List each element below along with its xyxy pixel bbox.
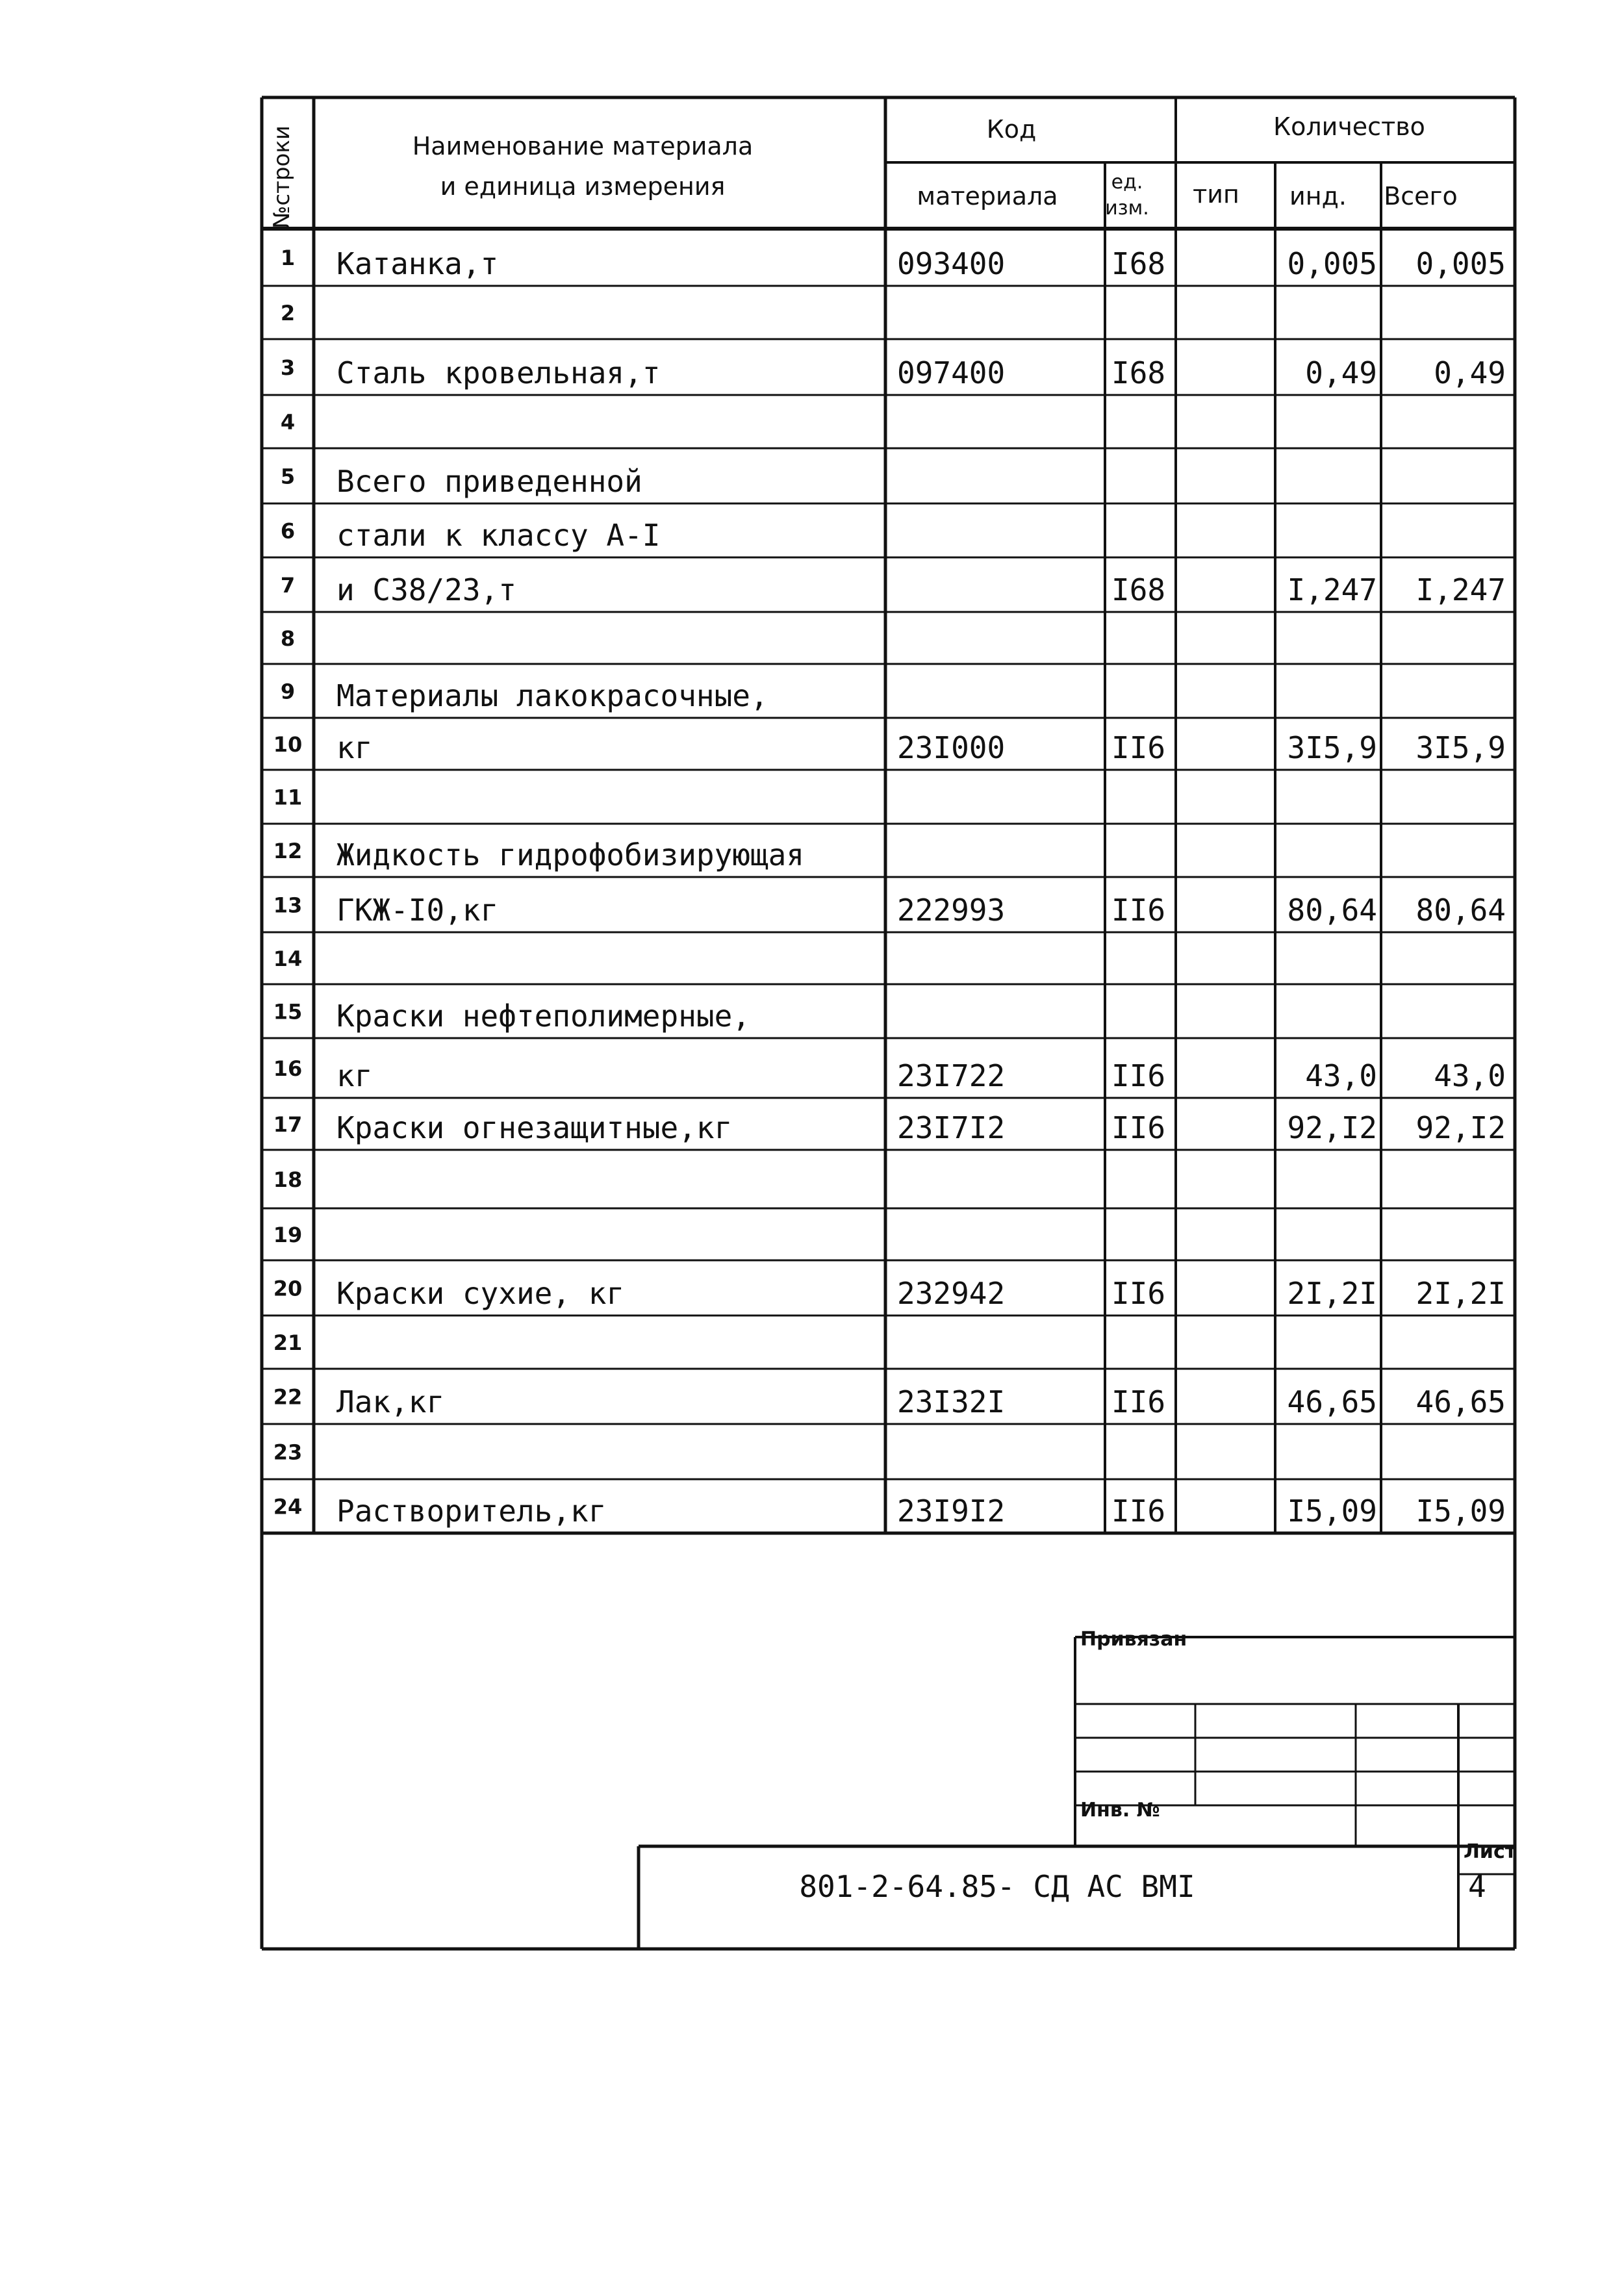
unit-code: II6 xyxy=(1111,893,1166,928)
table-row xyxy=(281,246,1506,281)
header-row-number: №строки xyxy=(269,125,295,229)
table-row xyxy=(273,837,804,872)
unit-code: II6 xyxy=(1111,1058,1166,1093)
material-name: Всего приведенной xyxy=(336,464,642,499)
table-row xyxy=(273,730,1506,765)
table-row xyxy=(281,355,1506,390)
header-name-line2: и единица измерения xyxy=(440,172,726,201)
material-code: 097400 xyxy=(897,355,1006,390)
total-quantity: 2I,2I xyxy=(1415,1276,1506,1311)
individual-quantity: 2I,2I xyxy=(1287,1276,1377,1311)
sheet-label: Лист xyxy=(1464,1840,1517,1863)
material-name: кг xyxy=(336,1058,373,1093)
material-name: ГКЖ-I0,кг xyxy=(336,893,499,928)
inventory-number-label: Инв. № xyxy=(1080,1799,1160,1822)
row-number: 9 xyxy=(280,679,296,704)
row-number: 4 xyxy=(280,410,296,435)
individual-quantity: 0,49 xyxy=(1305,355,1377,390)
table-row xyxy=(273,1440,303,1465)
header-material-code: материала xyxy=(917,182,1058,210)
header-individual: инд. xyxy=(1289,182,1347,210)
row-number: 8 xyxy=(280,626,296,651)
row-number: 15 xyxy=(273,999,303,1024)
table-row xyxy=(281,626,295,651)
row-number: 12 xyxy=(273,839,303,863)
row-number: 11 xyxy=(273,785,303,810)
table-row xyxy=(281,301,295,325)
row-number: 20 xyxy=(273,1276,303,1301)
total-quantity: 3I5,9 xyxy=(1415,730,1506,765)
material-name: стали к классу А-I xyxy=(336,518,661,553)
unit-code: I68 xyxy=(1111,572,1166,607)
individual-quantity: 3I5,9 xyxy=(1287,730,1377,765)
document-code: 801-2-64.85- СД АС ВМI xyxy=(799,1869,1195,1904)
row-number: 16 xyxy=(273,1056,303,1081)
total-quantity: 0,49 xyxy=(1434,355,1506,390)
table-row xyxy=(273,1276,1506,1311)
table-header xyxy=(269,112,1458,229)
unit-code: II6 xyxy=(1111,1494,1166,1529)
table-body xyxy=(273,246,1506,1529)
material-code: 23I32I xyxy=(897,1384,1006,1419)
row-number: 1 xyxy=(280,246,296,270)
table-row xyxy=(273,1056,1506,1093)
material-name: Материалы лакокрасочные, xyxy=(336,678,768,713)
individual-quantity: I5,09 xyxy=(1287,1494,1377,1529)
table-row xyxy=(273,1223,303,1247)
material-code: 093400 xyxy=(897,246,1006,281)
row-number: 17 xyxy=(273,1112,303,1137)
total-quantity: 80,64 xyxy=(1415,893,1506,928)
row-number: 18 xyxy=(273,1167,303,1192)
unit-code: I68 xyxy=(1111,246,1166,281)
unit-code: II6 xyxy=(1111,1384,1166,1419)
header-code-group: Код xyxy=(986,115,1037,144)
row-number: 21 xyxy=(273,1330,303,1355)
sheet-number: 4 xyxy=(1468,1869,1486,1904)
table-row xyxy=(273,785,303,810)
row-number: 24 xyxy=(273,1494,303,1519)
table-row xyxy=(281,410,295,435)
individual-quantity: 80,64 xyxy=(1287,893,1377,928)
table-row xyxy=(273,998,750,1034)
header-quantity-group: Количество xyxy=(1273,112,1425,141)
header-unit-line1: ед. xyxy=(1111,171,1143,194)
material-code: 222993 xyxy=(897,893,1006,928)
material-name: Краски нефтеполимерные, xyxy=(336,998,750,1034)
row-number: 19 xyxy=(273,1223,303,1247)
row-number: 10 xyxy=(273,732,303,757)
table-row xyxy=(273,947,303,971)
total-quantity: I5,09 xyxy=(1415,1494,1506,1529)
row-number: 6 xyxy=(280,518,296,544)
material-code: 23I9I2 xyxy=(897,1494,1006,1529)
individual-quantity: I,247 xyxy=(1287,572,1377,607)
table-row xyxy=(281,572,1506,607)
row-number: 7 xyxy=(280,573,296,598)
unit-code: II6 xyxy=(1111,1110,1166,1145)
material-name: кг xyxy=(336,730,373,765)
row-number: 2 xyxy=(280,301,296,325)
table-row xyxy=(273,1330,303,1355)
total-quantity: I,247 xyxy=(1415,572,1506,607)
material-code: 232942 xyxy=(897,1276,1006,1311)
table-row xyxy=(273,1110,1506,1145)
row-number: 23 xyxy=(273,1440,303,1465)
title-block xyxy=(639,1628,1517,1949)
material-code: 23I000 xyxy=(897,730,1006,765)
row-number: 22 xyxy=(273,1384,303,1410)
individual-quantity: 0,005 xyxy=(1287,246,1377,281)
material-name: Катанка,т xyxy=(336,246,499,281)
individual-quantity: 92,I2 xyxy=(1287,1110,1377,1145)
material-name: Растворитель,кг xyxy=(336,1494,607,1529)
material-name: Краски сухие, кг xyxy=(336,1276,625,1311)
table-row xyxy=(281,464,642,499)
row-number: 5 xyxy=(280,464,296,489)
table-row xyxy=(273,893,1506,928)
table-row xyxy=(281,518,661,553)
material-name: Сталь кровельная,т xyxy=(336,355,661,390)
unit-code: II6 xyxy=(1111,730,1166,765)
unit-code: II6 xyxy=(1111,1276,1166,1311)
row-number: 3 xyxy=(280,355,296,380)
individual-quantity: 43,0 xyxy=(1305,1058,1377,1093)
total-quantity: 46,65 xyxy=(1415,1384,1506,1419)
header-name-line1: Наименование материала xyxy=(412,132,754,160)
header-unit-line2: изм. xyxy=(1105,197,1149,220)
header-type: тип xyxy=(1193,180,1239,209)
table-row xyxy=(273,1494,1506,1529)
unit-code: I68 xyxy=(1111,355,1166,390)
total-quantity: 43,0 xyxy=(1434,1058,1506,1093)
attached-label: Привязан xyxy=(1080,1628,1187,1651)
material-name: Жидкость гидрофобизирующая xyxy=(336,837,805,872)
material-code: 23I7I2 xyxy=(897,1110,1006,1145)
material-code: 23I722 xyxy=(897,1058,1006,1093)
header-total: Всего xyxy=(1384,182,1458,210)
table-row xyxy=(273,1384,1506,1419)
material-name: и С38/23,т xyxy=(336,572,516,607)
total-quantity: 92,I2 xyxy=(1415,1110,1506,1145)
total-quantity: 0,005 xyxy=(1415,246,1506,281)
row-number: 13 xyxy=(273,893,303,918)
table-row xyxy=(273,1167,303,1192)
individual-quantity: 46,65 xyxy=(1287,1384,1377,1419)
material-name: Краски огнезащитные,кг xyxy=(336,1110,733,1145)
material-name: Лак,кг xyxy=(336,1384,445,1419)
row-number: 14 xyxy=(273,947,303,971)
table-row xyxy=(281,678,768,713)
